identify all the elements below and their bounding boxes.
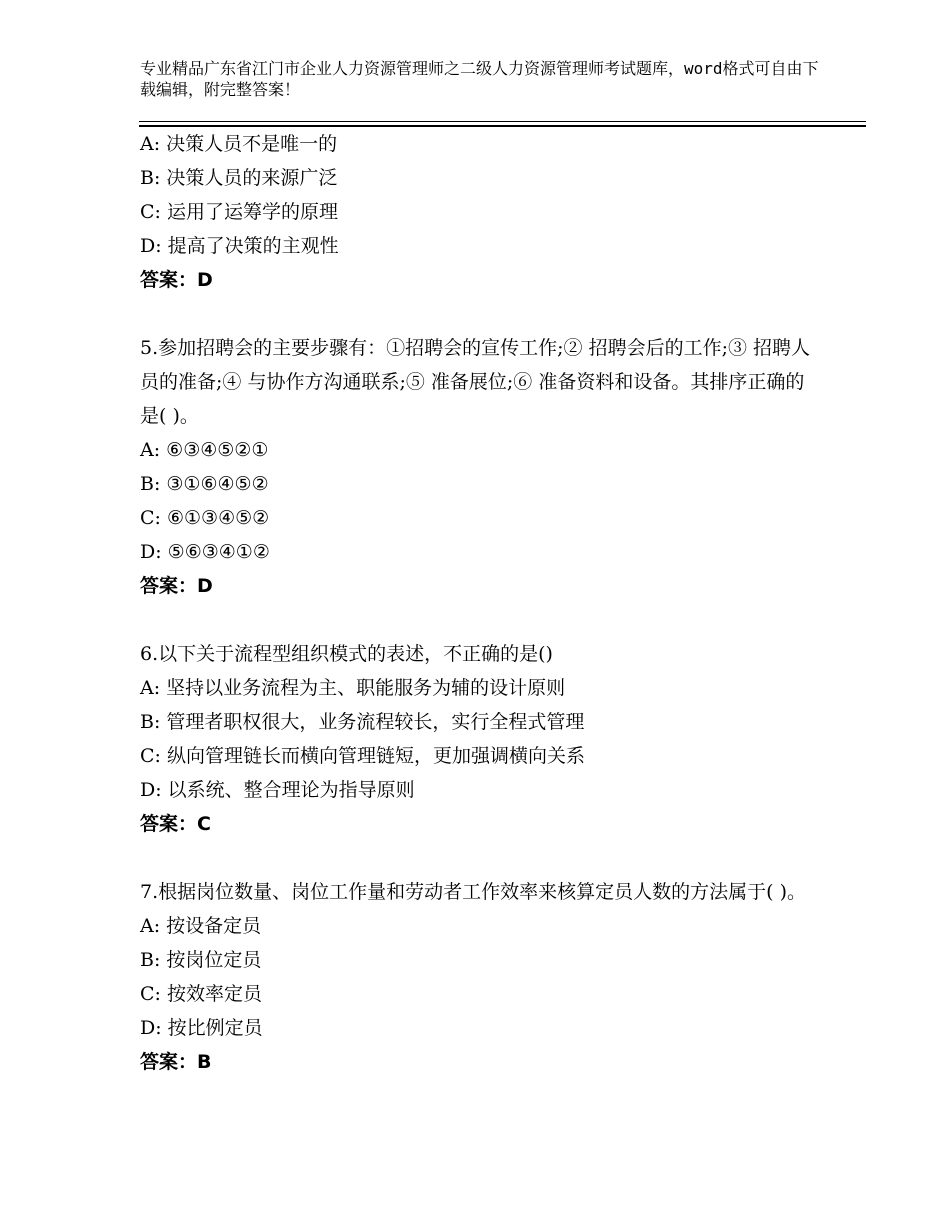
answer-label: 答案：C (140, 813, 211, 835)
question-list (140, 127, 820, 1079)
question-text: 5.参加招聘会的主要步骤有：①招聘会的宣传工作;② 招聘会后的工作;③ 招聘人员的准备;④ 与协作方沟通联系;⑤ 准备展位;⑥ 准备资料和设备。其排序正确的是( )。 (140, 337, 811, 427)
spacer (140, 603, 820, 637)
header-divider-thin (139, 121, 866, 122)
question-text: 7.根据岗位数量、岗位工作量和劳动者工作效率来核算定员人数的方法属于( )。 (140, 881, 806, 903)
answer-label: 答案：B (140, 1051, 212, 1073)
option-b: B: 决策人员的来源广泛 (140, 167, 338, 189)
question-block-partial (140, 127, 820, 297)
option-a: A: ⑥③④⑤②① (140, 439, 269, 461)
answer-label: 答案：D (140, 575, 213, 597)
option-c: C: ⑥①③④⑤② (140, 507, 270, 529)
question-block-5 (140, 331, 820, 603)
option-d: D: ⑤⑥③④①② (140, 541, 270, 563)
option-d: D: 按比例定员 (140, 1017, 263, 1039)
option-a: A: 按设备定员 (140, 915, 262, 937)
option-b: B: 管理者职权很大，业务流程较长，实行全程式管理 (140, 711, 585, 733)
question-text: 6.以下关于流程型组织模式的表述，不正确的是() (140, 643, 553, 665)
option-a: A: 坚持以业务流程为主、职能服务为辅的设计原则 (140, 677, 566, 699)
spacer (140, 841, 820, 875)
option-b: B: 按岗位定员 (140, 949, 262, 971)
option-b: B: ③①⑥④⑤② (140, 473, 269, 495)
option-a: A: 决策人员不是唯一的 (140, 133, 338, 155)
option-d: D: 提高了决策的主观性 (140, 235, 339, 257)
answer-label: 答案：D (140, 269, 213, 291)
spacer (140, 297, 820, 331)
option-c: C: 纵向管理链长而横向管理链短，更加强调横向关系 (140, 745, 585, 767)
option-c: C: 运用了运筹学的原理 (140, 201, 338, 223)
option-d: D: 以系统、整合理论为指导原则 (140, 779, 415, 801)
option-c: C: 按效率定员 (140, 983, 262, 1005)
document-header: 专业精品广东省江门市企业人力资源管理师之二级人力资源管理师考试题库，word格式可自由下载编辑，附完整答案！ (140, 59, 819, 99)
question-block-7 (140, 875, 820, 1079)
question-block-6 (140, 637, 820, 841)
